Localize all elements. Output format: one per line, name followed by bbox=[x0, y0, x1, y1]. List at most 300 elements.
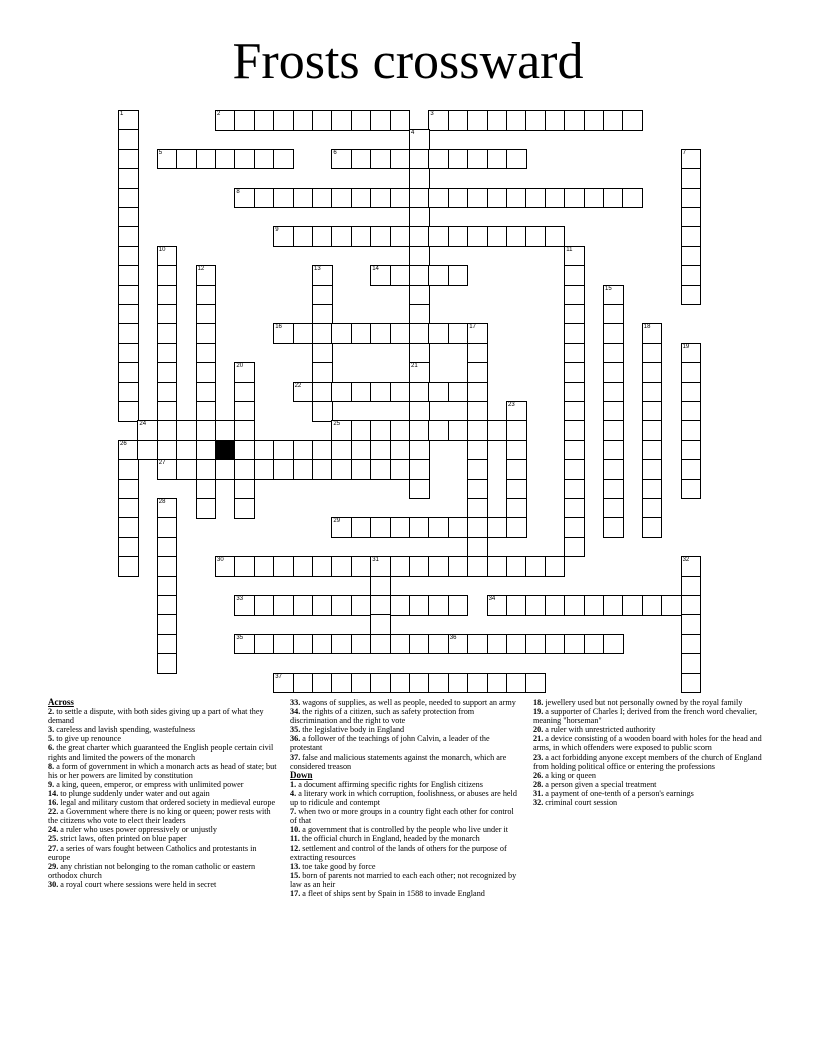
grid-cell[interactable] bbox=[370, 188, 391, 209]
grid-cell[interactable] bbox=[312, 343, 333, 364]
grid-cell[interactable] bbox=[409, 265, 430, 286]
grid-cell[interactable] bbox=[312, 556, 333, 577]
grid-cell[interactable] bbox=[545, 226, 566, 247]
grid-cell[interactable] bbox=[487, 110, 508, 131]
grid-cell[interactable] bbox=[351, 459, 372, 480]
grid-cell[interactable] bbox=[331, 673, 352, 694]
grid-cell[interactable] bbox=[681, 246, 702, 267]
grid-cell[interactable] bbox=[564, 343, 585, 364]
grid-cell[interactable] bbox=[157, 537, 178, 558]
grid-cell[interactable] bbox=[196, 420, 217, 441]
grid-cell[interactable] bbox=[603, 479, 624, 500]
grid-cell[interactable] bbox=[681, 576, 702, 597]
grid-cell[interactable] bbox=[390, 323, 411, 344]
grid-cell[interactable] bbox=[196, 285, 217, 306]
grid-cell[interactable] bbox=[428, 556, 449, 577]
grid-cell[interactable] bbox=[390, 556, 411, 577]
grid-cell[interactable] bbox=[506, 149, 527, 170]
grid-cell[interactable] bbox=[428, 382, 449, 403]
grid-cell[interactable] bbox=[448, 226, 469, 247]
grid-cell[interactable] bbox=[370, 614, 391, 635]
grid-cell[interactable] bbox=[351, 517, 372, 538]
grid-cell[interactable] bbox=[564, 304, 585, 325]
grid-cell[interactable] bbox=[642, 459, 663, 480]
grid-cell[interactable] bbox=[642, 440, 663, 461]
grid-cell[interactable] bbox=[312, 401, 333, 422]
grid-cell[interactable] bbox=[603, 304, 624, 325]
grid-cell[interactable] bbox=[642, 479, 663, 500]
grid-cell[interactable] bbox=[409, 304, 430, 325]
grid-cell[interactable] bbox=[428, 226, 449, 247]
grid-cell[interactable] bbox=[545, 188, 566, 209]
grid-cell[interactable] bbox=[390, 595, 411, 616]
grid-cell[interactable] bbox=[487, 556, 508, 577]
grid-cell[interactable] bbox=[370, 420, 391, 441]
grid-cell[interactable] bbox=[118, 343, 139, 364]
grid-cell[interactable] bbox=[681, 188, 702, 209]
grid-cell[interactable] bbox=[487, 595, 508, 616]
grid-cell[interactable] bbox=[370, 265, 391, 286]
grid-cell[interactable] bbox=[467, 420, 488, 441]
grid-cell[interactable] bbox=[293, 226, 314, 247]
grid-cell[interactable] bbox=[564, 188, 585, 209]
grid-cell[interactable] bbox=[234, 634, 255, 655]
grid-cell[interactable] bbox=[681, 614, 702, 635]
grid-cell[interactable] bbox=[351, 673, 372, 694]
grid-cell[interactable] bbox=[467, 382, 488, 403]
grid-cell[interactable] bbox=[176, 149, 197, 170]
grid-cell[interactable] bbox=[254, 595, 275, 616]
grid-cell[interactable] bbox=[448, 634, 469, 655]
grid-cell[interactable] bbox=[390, 110, 411, 131]
grid-cell[interactable] bbox=[234, 459, 255, 480]
grid-cell[interactable] bbox=[564, 498, 585, 519]
grid-cell[interactable] bbox=[273, 595, 294, 616]
grid-cell[interactable] bbox=[196, 401, 217, 422]
grid-cell[interactable] bbox=[467, 459, 488, 480]
grid-cell[interactable] bbox=[390, 188, 411, 209]
grid-cell[interactable] bbox=[681, 440, 702, 461]
grid-cell[interactable] bbox=[467, 498, 488, 519]
grid-cell[interactable] bbox=[409, 188, 430, 209]
grid-cell[interactable] bbox=[273, 556, 294, 577]
grid-cell[interactable] bbox=[176, 459, 197, 480]
grid-cell[interactable] bbox=[312, 382, 333, 403]
grid-cell[interactable] bbox=[545, 110, 566, 131]
grid-cell[interactable] bbox=[467, 537, 488, 558]
grid-cell[interactable] bbox=[409, 556, 430, 577]
grid-cell[interactable] bbox=[118, 149, 139, 170]
grid-cell[interactable] bbox=[428, 323, 449, 344]
grid-cell[interactable] bbox=[428, 110, 449, 131]
grid-cell[interactable] bbox=[603, 440, 624, 461]
grid-cell[interactable] bbox=[370, 440, 391, 461]
grid-cell[interactable] bbox=[681, 401, 702, 422]
grid-cell[interactable] bbox=[234, 149, 255, 170]
grid-cell[interactable] bbox=[525, 556, 546, 577]
grid-cell[interactable] bbox=[428, 420, 449, 441]
grid-cell[interactable] bbox=[506, 110, 527, 131]
grid-cell[interactable] bbox=[390, 265, 411, 286]
grid-cell[interactable] bbox=[681, 343, 702, 364]
grid-cell[interactable] bbox=[293, 110, 314, 131]
grid-cell[interactable] bbox=[642, 517, 663, 538]
grid-cell[interactable] bbox=[293, 459, 314, 480]
grid-cell[interactable] bbox=[564, 265, 585, 286]
grid-cell[interactable] bbox=[215, 420, 236, 441]
grid-cell[interactable] bbox=[293, 188, 314, 209]
grid-cell[interactable] bbox=[390, 382, 411, 403]
grid-cell[interactable] bbox=[370, 517, 391, 538]
grid-cell[interactable] bbox=[157, 304, 178, 325]
grid-cell[interactable] bbox=[603, 362, 624, 383]
grid-cell[interactable] bbox=[351, 382, 372, 403]
grid-cell[interactable] bbox=[157, 285, 178, 306]
grid-cell[interactable] bbox=[467, 362, 488, 383]
grid-cell[interactable] bbox=[428, 595, 449, 616]
grid-cell[interactable] bbox=[409, 420, 430, 441]
grid-cell[interactable] bbox=[331, 226, 352, 247]
grid-cell[interactable] bbox=[234, 498, 255, 519]
grid-cell[interactable] bbox=[428, 149, 449, 170]
grid-cell[interactable] bbox=[157, 401, 178, 422]
grid-cell[interactable] bbox=[564, 246, 585, 267]
grid-cell[interactable] bbox=[661, 595, 682, 616]
grid-cell[interactable] bbox=[409, 479, 430, 500]
grid-cell[interactable] bbox=[351, 323, 372, 344]
grid-cell[interactable] bbox=[370, 595, 391, 616]
grid-cell[interactable] bbox=[681, 673, 702, 694]
grid-cell[interactable] bbox=[467, 634, 488, 655]
grid-cell[interactable] bbox=[157, 440, 178, 461]
grid-cell[interactable] bbox=[409, 343, 430, 364]
grid-cell[interactable] bbox=[603, 110, 624, 131]
grid-cell[interactable] bbox=[467, 110, 488, 131]
grid-cell[interactable] bbox=[118, 265, 139, 286]
grid-cell[interactable] bbox=[409, 673, 430, 694]
grid-cell[interactable] bbox=[370, 149, 391, 170]
grid-cell[interactable] bbox=[118, 129, 139, 150]
grid-cell[interactable] bbox=[467, 343, 488, 364]
grid-cell[interactable] bbox=[118, 110, 139, 131]
grid-cell[interactable] bbox=[448, 188, 469, 209]
grid-cell[interactable] bbox=[118, 440, 139, 461]
grid-cell[interactable] bbox=[254, 556, 275, 577]
grid-cell[interactable] bbox=[293, 595, 314, 616]
grid-cell[interactable] bbox=[642, 362, 663, 383]
grid-cell[interactable] bbox=[448, 149, 469, 170]
grid-cell[interactable] bbox=[351, 556, 372, 577]
grid-cell[interactable] bbox=[157, 653, 178, 674]
grid-cell[interactable] bbox=[603, 343, 624, 364]
grid-cell[interactable] bbox=[681, 168, 702, 189]
grid-cell[interactable] bbox=[390, 226, 411, 247]
grid-cell[interactable] bbox=[273, 440, 294, 461]
grid-cell[interactable] bbox=[390, 634, 411, 655]
grid-cell[interactable] bbox=[157, 595, 178, 616]
grid-cell[interactable] bbox=[234, 188, 255, 209]
grid-cell[interactable] bbox=[428, 634, 449, 655]
grid-cell[interactable] bbox=[331, 556, 352, 577]
grid-cell[interactable] bbox=[409, 382, 430, 403]
grid-cell[interactable] bbox=[312, 673, 333, 694]
grid-cell[interactable] bbox=[157, 614, 178, 635]
grid-cell[interactable] bbox=[176, 420, 197, 441]
grid-cell[interactable] bbox=[157, 265, 178, 286]
grid-cell[interactable] bbox=[448, 265, 469, 286]
grid-cell[interactable] bbox=[157, 362, 178, 383]
grid-cell[interactable] bbox=[681, 459, 702, 480]
grid-cell[interactable] bbox=[196, 149, 217, 170]
grid-cell[interactable] bbox=[157, 382, 178, 403]
grid-cell[interactable] bbox=[312, 595, 333, 616]
grid-cell[interactable] bbox=[428, 188, 449, 209]
grid-cell[interactable] bbox=[525, 673, 546, 694]
grid-cell[interactable] bbox=[137, 420, 158, 441]
grid-cell[interactable] bbox=[603, 498, 624, 519]
grid-cell[interactable] bbox=[642, 401, 663, 422]
grid-cell[interactable] bbox=[642, 323, 663, 344]
grid-cell[interactable] bbox=[409, 517, 430, 538]
grid-cell[interactable] bbox=[525, 188, 546, 209]
grid-cell[interactable] bbox=[584, 595, 605, 616]
grid-cell[interactable] bbox=[118, 285, 139, 306]
grid-cell[interactable] bbox=[157, 498, 178, 519]
grid-cell[interactable] bbox=[409, 323, 430, 344]
grid-cell[interactable] bbox=[118, 168, 139, 189]
grid-cell[interactable] bbox=[564, 382, 585, 403]
grid-cell[interactable] bbox=[118, 323, 139, 344]
grid-cell[interactable] bbox=[312, 188, 333, 209]
grid-cell[interactable] bbox=[273, 226, 294, 247]
grid-cell[interactable] bbox=[234, 401, 255, 422]
grid-cell[interactable] bbox=[448, 323, 469, 344]
grid-cell[interactable] bbox=[448, 517, 469, 538]
grid-cell[interactable] bbox=[157, 343, 178, 364]
grid-cell[interactable] bbox=[487, 188, 508, 209]
grid-cell[interactable] bbox=[487, 517, 508, 538]
grid-cell[interactable] bbox=[409, 595, 430, 616]
grid-cell[interactable] bbox=[467, 517, 488, 538]
grid-cell[interactable] bbox=[390, 149, 411, 170]
grid-cell[interactable] bbox=[564, 634, 585, 655]
grid-cell[interactable] bbox=[331, 440, 352, 461]
grid-cell[interactable] bbox=[331, 459, 352, 480]
grid-cell[interactable] bbox=[428, 517, 449, 538]
grid-cell[interactable] bbox=[467, 188, 488, 209]
grid-cell[interactable] bbox=[331, 595, 352, 616]
grid-cell[interactable] bbox=[273, 323, 294, 344]
grid-cell[interactable] bbox=[584, 188, 605, 209]
grid-cell[interactable] bbox=[681, 226, 702, 247]
grid-cell[interactable] bbox=[525, 634, 546, 655]
grid-cell[interactable] bbox=[234, 440, 255, 461]
grid-cell[interactable] bbox=[506, 498, 527, 519]
grid-cell[interactable] bbox=[254, 149, 275, 170]
grid-cell[interactable] bbox=[312, 226, 333, 247]
grid-cell[interactable] bbox=[409, 634, 430, 655]
grid-cell[interactable] bbox=[506, 226, 527, 247]
grid-cell[interactable] bbox=[564, 110, 585, 131]
grid-cell[interactable] bbox=[642, 420, 663, 441]
grid-cell[interactable] bbox=[196, 265, 217, 286]
grid-cell[interactable] bbox=[312, 323, 333, 344]
grid-cell[interactable] bbox=[409, 168, 430, 189]
grid-cell[interactable] bbox=[390, 673, 411, 694]
grid-cell[interactable] bbox=[467, 440, 488, 461]
grid-cell[interactable] bbox=[409, 401, 430, 422]
grid-cell[interactable] bbox=[118, 362, 139, 383]
grid-cell[interactable] bbox=[603, 382, 624, 403]
grid-cell[interactable] bbox=[293, 440, 314, 461]
grid-cell[interactable] bbox=[409, 285, 430, 306]
grid-cell[interactable] bbox=[370, 673, 391, 694]
grid-cell[interactable] bbox=[681, 362, 702, 383]
grid-cell[interactable] bbox=[118, 207, 139, 228]
grid-cell[interactable] bbox=[409, 207, 430, 228]
grid-cell[interactable] bbox=[642, 498, 663, 519]
grid-cell[interactable] bbox=[273, 634, 294, 655]
grid-cell[interactable] bbox=[370, 226, 391, 247]
grid-cell[interactable] bbox=[312, 362, 333, 383]
grid-cell[interactable] bbox=[487, 673, 508, 694]
grid-cell[interactable] bbox=[390, 459, 411, 480]
grid-cell[interactable] bbox=[506, 634, 527, 655]
grid-cell[interactable] bbox=[487, 149, 508, 170]
grid-cell[interactable] bbox=[331, 149, 352, 170]
grid-cell[interactable] bbox=[506, 479, 527, 500]
grid-cell[interactable] bbox=[506, 595, 527, 616]
grid-cell[interactable] bbox=[234, 382, 255, 403]
grid-cell[interactable] bbox=[525, 226, 546, 247]
grid-cell[interactable] bbox=[351, 226, 372, 247]
grid-cell[interactable] bbox=[331, 420, 352, 441]
grid-cell[interactable] bbox=[564, 440, 585, 461]
grid-cell[interactable] bbox=[273, 459, 294, 480]
grid-cell[interactable] bbox=[196, 479, 217, 500]
grid-cell[interactable] bbox=[584, 634, 605, 655]
grid-cell[interactable] bbox=[506, 556, 527, 577]
grid-cell[interactable] bbox=[584, 110, 605, 131]
grid-cell[interactable] bbox=[331, 634, 352, 655]
grid-cell[interactable] bbox=[622, 188, 643, 209]
grid-cell[interactable] bbox=[487, 420, 508, 441]
grid-cell[interactable] bbox=[351, 634, 372, 655]
grid-cell[interactable] bbox=[467, 149, 488, 170]
grid-cell[interactable] bbox=[254, 110, 275, 131]
grid-cell[interactable] bbox=[681, 556, 702, 577]
grid-cell[interactable] bbox=[622, 595, 643, 616]
grid-cell[interactable] bbox=[681, 265, 702, 286]
grid-cell[interactable] bbox=[215, 149, 236, 170]
grid-cell[interactable] bbox=[564, 401, 585, 422]
grid-cell[interactable] bbox=[642, 382, 663, 403]
grid-cell[interactable] bbox=[370, 323, 391, 344]
grid-cell[interactable] bbox=[603, 285, 624, 306]
grid-cell[interactable] bbox=[215, 110, 236, 131]
grid-cell[interactable] bbox=[157, 556, 178, 577]
grid-cell[interactable] bbox=[118, 537, 139, 558]
grid-cell[interactable] bbox=[254, 440, 275, 461]
grid-cell[interactable] bbox=[370, 110, 391, 131]
grid-cell[interactable] bbox=[681, 285, 702, 306]
grid-cell[interactable] bbox=[545, 595, 566, 616]
grid-cell[interactable] bbox=[196, 304, 217, 325]
grid-cell[interactable] bbox=[448, 673, 469, 694]
grid-cell[interactable] bbox=[506, 459, 527, 480]
grid-cell[interactable] bbox=[487, 634, 508, 655]
grid-cell[interactable] bbox=[448, 595, 469, 616]
grid-cell[interactable] bbox=[448, 110, 469, 131]
grid-cell[interactable] bbox=[428, 673, 449, 694]
grid-cell[interactable] bbox=[390, 440, 411, 461]
grid-cell[interactable] bbox=[564, 420, 585, 441]
grid-cell[interactable] bbox=[157, 323, 178, 344]
grid-cell[interactable] bbox=[467, 226, 488, 247]
grid-cell[interactable] bbox=[118, 246, 139, 267]
grid-cell[interactable] bbox=[312, 459, 333, 480]
grid-cell[interactable] bbox=[603, 188, 624, 209]
grid-cell[interactable] bbox=[370, 382, 391, 403]
grid-cell[interactable] bbox=[196, 343, 217, 364]
grid-cell[interactable] bbox=[603, 517, 624, 538]
grid-cell[interactable] bbox=[603, 401, 624, 422]
grid-cell[interactable] bbox=[409, 149, 430, 170]
grid-cell[interactable] bbox=[622, 110, 643, 131]
grid-cell[interactable] bbox=[681, 634, 702, 655]
grid-cell[interactable] bbox=[137, 440, 158, 461]
grid-cell[interactable] bbox=[312, 110, 333, 131]
grid-cell[interactable] bbox=[351, 595, 372, 616]
grid-cell[interactable] bbox=[506, 673, 527, 694]
grid-cell[interactable] bbox=[390, 420, 411, 441]
grid-cell[interactable] bbox=[351, 149, 372, 170]
grid-cell[interactable] bbox=[196, 323, 217, 344]
grid-cell[interactable] bbox=[603, 595, 624, 616]
grid-cell[interactable] bbox=[331, 110, 352, 131]
grid-cell[interactable] bbox=[409, 459, 430, 480]
grid-cell[interactable] bbox=[564, 517, 585, 538]
grid-cell[interactable] bbox=[642, 595, 663, 616]
grid-cell[interactable] bbox=[428, 265, 449, 286]
grid-cell[interactable] bbox=[312, 304, 333, 325]
grid-cell[interactable] bbox=[157, 517, 178, 538]
grid-cell[interactable] bbox=[331, 188, 352, 209]
grid-cell[interactable] bbox=[234, 479, 255, 500]
grid-cell[interactable] bbox=[681, 382, 702, 403]
grid-cell[interactable] bbox=[603, 323, 624, 344]
grid-cell[interactable] bbox=[370, 556, 391, 577]
grid-cell[interactable] bbox=[506, 517, 527, 538]
grid-cell[interactable] bbox=[409, 440, 430, 461]
grid-cell[interactable] bbox=[157, 149, 178, 170]
grid-cell[interactable] bbox=[409, 226, 430, 247]
grid-cell[interactable] bbox=[681, 653, 702, 674]
grid-cell[interactable] bbox=[467, 401, 488, 422]
grid-cell[interactable] bbox=[196, 498, 217, 519]
grid-cell[interactable] bbox=[215, 556, 236, 577]
grid-cell[interactable] bbox=[118, 382, 139, 403]
grid-cell[interactable] bbox=[545, 556, 566, 577]
grid-cell[interactable] bbox=[409, 362, 430, 383]
grid-cell[interactable] bbox=[196, 382, 217, 403]
grid-cell[interactable] bbox=[157, 420, 178, 441]
grid-cell[interactable] bbox=[331, 382, 352, 403]
grid-cell[interactable] bbox=[234, 595, 255, 616]
grid-cell[interactable] bbox=[603, 634, 624, 655]
grid-cell[interactable] bbox=[681, 479, 702, 500]
grid-cell[interactable] bbox=[351, 420, 372, 441]
